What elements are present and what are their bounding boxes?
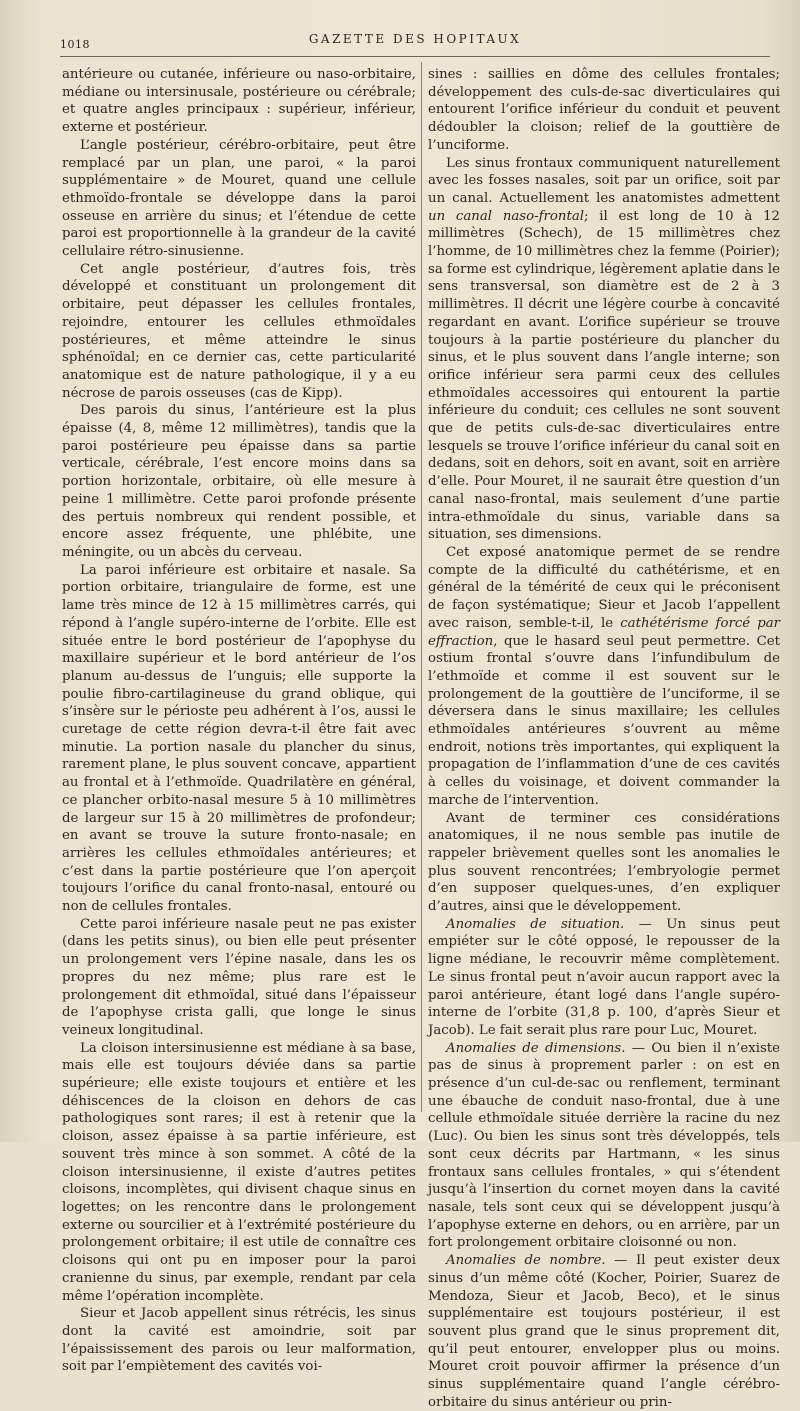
paragraph: Anomalies de dimensions. — Ou bien il n’existe pas de sinus à proprement parler : on est en présence d’un cul-de-sac ou renflement, terminant une ébauche de conduit naso-frontal, due à une cellule ethmoïdale située derrière la racine du nez (Luc). Ou bien les sinus sont très développés, tels sont ceux décrits par Hartmann, « les sinus frontaux sans cellules frontales, » qui s’étendent jusqu’à l’insertion du cornet moyen dans la cavité nasale, tels sont ceux qui se développent jusqu’à l’apophyse externe en dehors, ou en arrière, par un fort prolongement orbitaire cloisonné ou non. — [428, 1040, 781, 1251]
paragraph: Les sinus frontaux communiquent naturellement avec les fosses nasales, soit par un orifice, soit par un canal. Actuellement les anatomistes admettent un canal naso-frontal; il est long de 10 à 12 millimètres (Schech), de 15 millimètres chez l’homme, de 10 millimètres chez la femme (Poirier); sa forme est cylindrique, légèrement aplatie dans le sens transversal, son diamètre est de 2 à 3 millimètres. Il décrit une légère courbe à concavité regardant en avant. L’orifice supérieur se trouve toujours à la partie postérieure du plancher du sinus, et le plus souvent dans l’angle interne; son orifice inférieur sera parmi ceux des cellules ethmoïdales accessoires qui entourent la partie inférieure du conduit; ces cellules ne sont souvent que de petits culs-de-sac diverticulaires entre lesquels se trouve l’orifice inférieur du canal soit en dedans, soit en dehors, soit en avant, soit en arrière d’elle. Pour Mouret, il ne saurait être question d’un canal naso-frontal, mais seulement d’une partie intra-ethmoïdale du sinus, variable dans sa situation, ses dimensions. — [428, 155, 780, 543]
left-column — [62, 66, 416, 1376]
paragraph: sines : saillies en dôme des cellules frontales; développement des culs-de-sac diverticulaires qui entourent l’orifice inférieur du conduit et peuvent dédoubler la cloison; relief de la gouttière de l’unciforme. — [428, 67, 780, 153]
paragraph: La paroi inférieure est orbitaire et nasale. Sa portion orbitaire, triangulaire de forme, est une lame très mince de 12 à 15 millimètres carrés, qui répond à l’angle supéro-interne de l’orbite. Elle est située entre le bord postérieur de l’apophyse du maxillaire supérieur et le bord antérieur de l’os planum au-dessus de l’unguis; elle supporte la poulie fibro-cartilagineuse du grand oblique, qui s’insère sur le périoste peu adhérent à l’os, aussi le curetage de cette région devra-t-il être fait avec minutie. La portion nasale du plancher du sinus, rarement plane, le plus souvent concave, appartient au frontal et à l’ethmoïde. Quadrilatère en général, ce plancher orbito-nasal mesure 5 à 10 millimètres de largeur sur 15 à 20 millimètres de profondeur; en avant se trouve la suture fronto-nasale; en arrières les cellules ethmoïdales antérieures; et c’est dans la partie postérieure que l’on aperçoit toujours l’orifice du canal fronto-nasal, entouré ou non de cellules frontales. — [62, 562, 416, 915]
page-header — [60, 28, 770, 57]
paragraph: Cette paroi inférieure nasale peut ne pas exister (dans les petits sinus), ou bien elle peut présenter un prolongement vers l’épine nasale, dans les os propres du nez même; plus rare est le prolongement dit ethmoïdal, situé dans l’épaisseur de l’apophyse crista galli, que longe le sinus veineux longitudinal. — [62, 916, 416, 1038]
running-title: GAZETTE DES HOPITAUX — [308, 32, 522, 46]
paragraph: Anomalies de nombre. — Il peut exister deux sinus d’un même côté (Kocher, Poirier, Suarez de Mendoza, Sieur et Jacob, Beco), et le sinus supplémentaire est toujours postérieur, il est souvent plus grand que le sinus proprement dit, qu’il peut entourer, envelopper plus ou moins. Mouret croit pouvoir affirmer la présence d’un sinus supplémentaire quand l’angle cérébro-orbitaire du sinus antérieur ou prin- — [428, 1253, 780, 1410]
paragraph: La cloison intersinusienne est médiane à sa base, mais elle est toujours déviée dans sa partie supérieure; elle existe toujours et entière et les déhiscences de la cloison en dehors de cas pathologiques sont rares; il est à retenir que la cloison, assez épaisse à sa partie inférieure, est souvent très mince à son sommet. A côté de la cloison intersinusienne, il existe d’autres petites cloisons, incomplètes, qui divisent chaque sinus en logettes; on les rencontre dans le prolongement externe ou sourcilier et à l’extrémité postérieure du prolongement orbitaire; il est utile de connaître ces cloisons qui ont pu en imposer pour la paroi cranienne du sinus, par exemple, rendant par cela même l’opération incomplète. — [62, 1040, 416, 1304]
paragraph: Sieur et Jacob appellent sinus rétrécis, les sinus dont la cavité est amoindrie, soit par l’épaississement des parois ou leur malformation, soit par l’empiètement des cavités voi- — [62, 1306, 416, 1375]
column-divider — [421, 62, 422, 1112]
right-column — [428, 66, 780, 1411]
paragraph: antérieure ou cutanée, inférieure ou naso-orbitaire, médiane ou intersinusale, postérieure ou cérébrale; et quatre angles principaux : supérieur, inférieur, externe et postérieur. — [62, 67, 416, 136]
paragraph: Des parois du sinus, l’antérieure est la plus épaisse (4, 8, même 12 millimètres), tandis que la paroi postérieure peu épaisse dans sa partie verticale, cérébrale, l’est encore moins dans sa portion horizontale, orbitaire, où elle mesure à peine 1 millimètre. Cette paroi profonde présente des pertuis nombreux qui rendent possible, et encore assez fréquente, une phlébite, une méningite, ou un abcès du cerveau. — [62, 403, 416, 560]
paragraph: Cet angle postérieur, d’autres fois, très développé et constituant un prolongement dit orbitaire, peut dépasser les cellules frontales, rejoindre, entourer les cellules ethmoïdales postérieures, et même atteindre le sinus sphénoïdal; en ce dernier cas, cette particularité anatomique est de nature pathologique, il y a eu nécrose de parois osseuses (cas de Kipp). — [62, 261, 416, 401]
paragraph: Avant de terminer ces considérations anatomiques, il ne nous semble pas inutile de rappeler brièvement quelles sont les anomalies le plus souvent rencontrées; l’embryologie permet d’en supposer quelques-unes, d’en expliquer d’autres, ainsi que le développement. — [428, 810, 780, 915]
paragraph: Anomalies de situation. — Un sinus peut empiéter sur le côté opposé, le repousser de la ligne médiane, le recouvrir même complètement. Le sinus frontal peut n’avoir aucun rapport avec la paroi antérieure, étant logé dans l’angle supéro-interne de l’orbite (31,8 p. 100, d’après Sieur et Jacob). Le fait serait plus rare pour Luc, Mouret. — [428, 916, 780, 1038]
paragraph: Cet exposé anatomique permet de se rendre compte de la difficulté du cathétérisme, et en général de la témérité de ceux qui le préconisent de façon systématique; Sieur et Jacob l’appellent avec raison, semble-t-il, le cathétérisme forcé par effraction, que le hasard seul peut permettre. Cet ostium frontal s’ouvre dans l’infundibulum de l’ethmoïde et comme il est souvent sur le prolongement de la gouttière de l’unciforme, il se déversera dans le sinus maxillaire; les cellules ethmoïdales antérieures s’ouvrent au même endroit, notions très importantes, qui expliquent la propagation de l’inflammation d’une de ces cavités à celles du voisinage, et doivent commander la marche de l’intervention. — [428, 544, 781, 808]
paragraph: L’angle postérieur, cérébro-orbitaire, peut être remplacé par un plan, une paroi, « la paroi supplémentaire » de Mouret, quand une cellule ethmoïdo-frontale se développe dans la paroi osseuse en arrière du sinus; et l’étendue de cette paroi est proportionnelle à la grandeur de la cavité cellulaire rétro-sinusienne. — [62, 137, 416, 260]
page-number: 1018 — [60, 38, 90, 51]
